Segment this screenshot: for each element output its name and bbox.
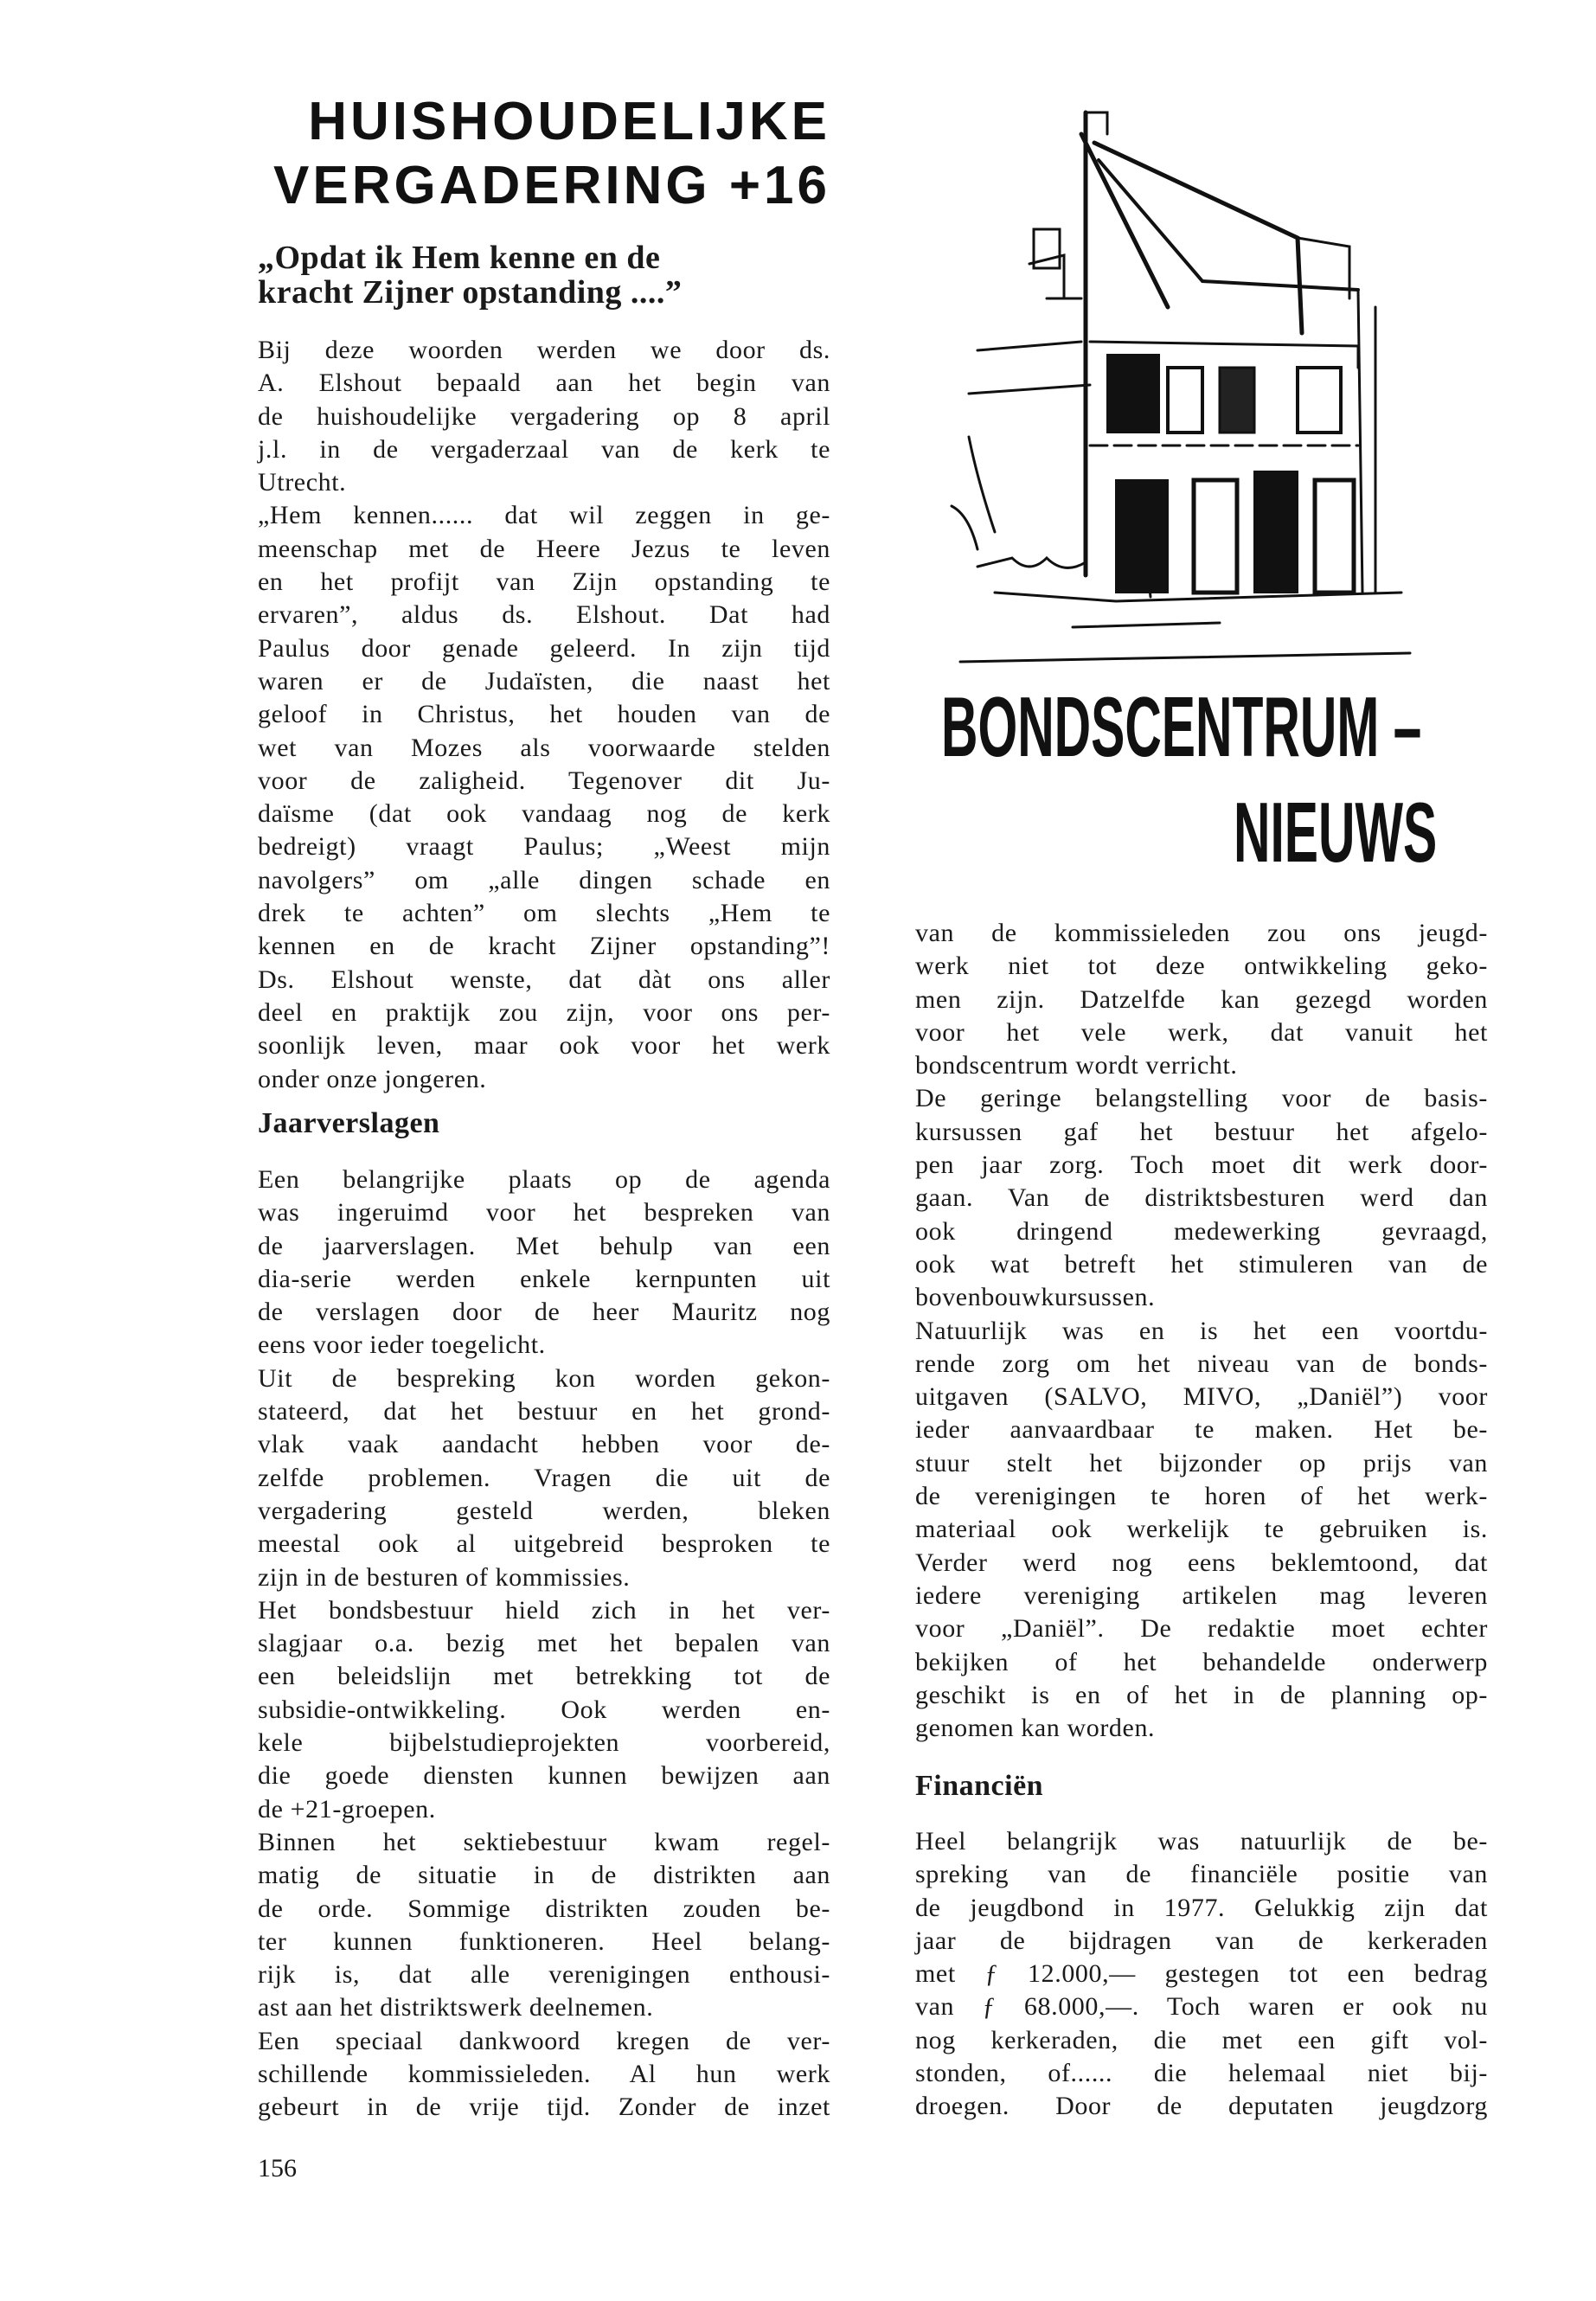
text-line: kursussen gaf het bestuur het afgelo-: [915, 1117, 1488, 1146]
text-line: men zijn. Datzelfde kan gezegd worden: [915, 984, 1488, 1014]
text-line: subsidie-ontwikkeling. Ook werden en-: [258, 1695, 830, 1724]
bondscentrum-heading-line-1: BONDSCENTRUM –: [941, 679, 1422, 774]
text-line: geloof in Christus, het houden van de: [258, 700, 830, 729]
text-line: een beleidslijn met betrekking tot de: [258, 1662, 830, 1691]
text-line: die goede diensten kunnen bewijzen aan: [258, 1761, 830, 1791]
text-line: stonden, of...... die helemaal niet bij-: [915, 2059, 1488, 2088]
text-line: meenschap met de Heere Jezus te leven: [258, 534, 830, 563]
text-line: zijn in de besturen of kommissies.: [258, 1562, 631, 1592]
title-line-2: VERGADERING +16: [272, 156, 830, 215]
text-line: voor „Daniël”. De redaktie moet echter: [915, 1614, 1488, 1644]
text-line: ervaren”, aldus ds. Elshout. Dat had: [258, 600, 830, 630]
right-body-text: [915, 917, 1488, 1745]
text-line: Heel belangrijk was natuurlijk de be-: [915, 1827, 1488, 1856]
text-line: soonlijk leven, maar ook voor het werk: [258, 1031, 830, 1061]
text-line: Verder werd nog eens beklemtoond, dat: [915, 1548, 1488, 1577]
text-line: dia-serie werden enkele kernpunten uit: [258, 1264, 830, 1293]
subtitle-line-1: „Opdat ik Hem kenne en de: [258, 240, 661, 276]
text-line: de jaarverslagen. Met behulp van een: [258, 1231, 830, 1260]
title-line-1: HUISHOUDELIJKE: [308, 92, 830, 151]
section-heading-jaarverslagen: Jaarverslagen: [258, 1107, 440, 1139]
text-line: ook wat betreft het stimuleren van de: [915, 1249, 1488, 1279]
subtitle-line-2: kracht Zijner opstanding ....”: [258, 274, 683, 311]
text-line: Ds. Elshout wenste, dat dàt ons aller: [258, 965, 830, 994]
text-line: schillende kommissieleden. Al hun werk: [258, 2060, 830, 2089]
text-line: vlak vaak aandacht hebben voor de-: [258, 1430, 830, 1459]
text-line: de verenigingen te horen of het werk-: [915, 1482, 1488, 1511]
text-line: kennen en de kracht Zijner opstanding”!: [258, 932, 830, 961]
bondscentrum-heading-line-2: NIEUWS: [1234, 785, 1438, 880]
text-line: bekijken of het behandelde onderwerp: [915, 1647, 1488, 1676]
text-line: j.l. in de vergaderzaal van de kerk te: [258, 434, 830, 464]
text-line: eens voor ieder toegelicht.: [258, 1330, 546, 1360]
text-line: matig de situatie in de distrikten aan: [258, 1861, 830, 1890]
text-line: Paulus door genade geleerd. In zijn tijd: [258, 633, 830, 663]
text-line: Natuurlijk was en is het een voortdu-: [915, 1316, 1488, 1345]
text-line: stateerd, dat het bestuur en het grond-: [258, 1397, 830, 1426]
text-line: spreking van de financiële positie van: [915, 1860, 1488, 1889]
article-title: [258, 90, 830, 218]
text-line: A. Elshout bepaald aan het begin van: [258, 369, 830, 398]
text-line: met ƒ 12.000,— gestegen tot een bedrag: [915, 1959, 1488, 1989]
text-line: de orde. Sommige distrikten zouden be-: [258, 1894, 830, 1923]
text-line: van de kommissieleden zou ons jeugd-: [915, 919, 1488, 947]
text-line: en het profijt van Zijn opstanding te: [258, 567, 830, 597]
text-line: „Hem kennen...... dat wil zeggen in ge-: [258, 501, 830, 530]
text-line: waren er de Judaïsten, die naast het: [258, 666, 830, 695]
text-line: gaan. Van de distriktsbesturen werd dan: [915, 1183, 1488, 1213]
text-line: nog kerkeraden, die met een gift vol-: [915, 2025, 1488, 2054]
section-heading-financien: Financiën: [915, 1770, 1044, 1802]
page-number: 156: [258, 2154, 297, 2182]
text-line: vergadering gesteld werden, bleken: [258, 1496, 830, 1525]
text-line: genomen kan worden.: [915, 1714, 1156, 1743]
text-line: Utrecht.: [258, 468, 347, 497]
text-line: Uit de bespreking kon worden gekon-: [258, 1363, 830, 1393]
text-line: de jeugdbond in 1977. Gelukkig zijn dat: [915, 1893, 1488, 1922]
text-line: navolgers” om „alle dingen schade en: [258, 865, 830, 894]
text-line: ieder aanvaardbaar te maken. Het be-: [915, 1415, 1488, 1445]
text-line: meestal ook al uitgebreid besproken te: [258, 1529, 830, 1559]
text-line: jaar de bijdragen van de kerkeraden: [915, 1926, 1488, 1955]
text-line: materiaal ook werkelijk te gebruiken is.: [915, 1515, 1488, 1544]
text-line: voor de zaligheid. Tegenover dit Ju-: [258, 766, 830, 795]
article-subtitle: [258, 240, 777, 310]
text-line: bovenbouwkursussen.: [915, 1283, 1156, 1312]
text-line: kele bijbelstudieprojekten voorbereid,: [258, 1728, 830, 1758]
building-sketch-illustration: [943, 108, 1427, 679]
text-line: slagjaar o.a. bezig met het bepalen van: [258, 1629, 830, 1658]
text-line: Bij deze woorden werden we door ds.: [258, 336, 830, 364]
text-line: stuur stelt het bijzonder op prijs van: [915, 1448, 1488, 1477]
text-line: bondscentrum wordt verricht.: [915, 1051, 1238, 1080]
left-intro-text: [258, 334, 830, 1096]
text-line: deel en praktijk zou zijn, voor ons per-: [258, 997, 830, 1027]
text-line: was ingeruimd voor het bespreken van: [258, 1198, 830, 1227]
text-line: daïsme (dat ook vandaag nog de kerk: [258, 799, 830, 829]
text-line: Binnen het sektiebestuur kwam regel-: [258, 1827, 830, 1856]
text-line: rijk is, dat alle verenigingen enthousi-: [258, 1960, 830, 1990]
text-line: ook dringend medewerking gevraagd,: [915, 1216, 1488, 1246]
text-line: zelfde problemen. Vragen die uit de: [258, 1463, 830, 1492]
text-line: de verslagen door de heer Mauritz nog: [258, 1298, 830, 1327]
text-line: bedreigt) vraagt Paulus; „Weest mijn: [258, 832, 830, 862]
text-line: uitgaven (SALVO, MIVO, „Daniël”) voor: [915, 1382, 1488, 1412]
text-line: van ƒ 68.000,—. Toch waren er ook nu: [915, 1992, 1488, 2022]
text-line: onder onze jongeren.: [258, 1064, 487, 1093]
left-section-text: [258, 1163, 830, 2125]
text-line: ter kunnen funktioneren. Heel belang-: [258, 1926, 830, 1956]
right-section-text: [915, 1825, 1488, 2124]
text-line: De geringe belangstelling voor de basis-: [915, 1084, 1488, 1113]
text-line: wet van Mozes als voorwaarde stelden: [258, 733, 830, 762]
text-line: iedere vereniging artikelen mag leveren: [915, 1580, 1488, 1610]
text-line: de +21-groepen.: [258, 1794, 436, 1823]
text-line: geschikt is en of het in de planning op-: [915, 1680, 1488, 1709]
text-line: rende zorg om het niveau van de bonds-: [915, 1349, 1488, 1378]
text-line: pen jaar zorg. Toch moet dit werk door-: [915, 1150, 1488, 1180]
text-line: voor het vele werk, dat vanuit het: [915, 1017, 1488, 1047]
text-line: werk niet tot deze ontwikkeling geko-: [915, 952, 1488, 981]
text-line: Een speciaal dankwoord kregen de ver-: [258, 2026, 830, 2055]
text-line: Een belangrijke plaats op de agenda: [258, 1165, 830, 1194]
text-line: drek te achten” om slechts „Hem te: [258, 899, 830, 928]
text-line: Het bondsbestuur hield zich in het ver-: [258, 1595, 830, 1625]
text-line: ast aan het distriktswerk deelnemen.: [258, 1993, 654, 2022]
text-line: droegen. Door de deputaten jeugdzorg: [915, 2092, 1488, 2121]
text-line: gebeurt in de vrije tijd. Zonder de inzet: [258, 2093, 830, 2122]
text-line: de huishoudelijke vergadering op 8 april: [258, 401, 830, 431]
